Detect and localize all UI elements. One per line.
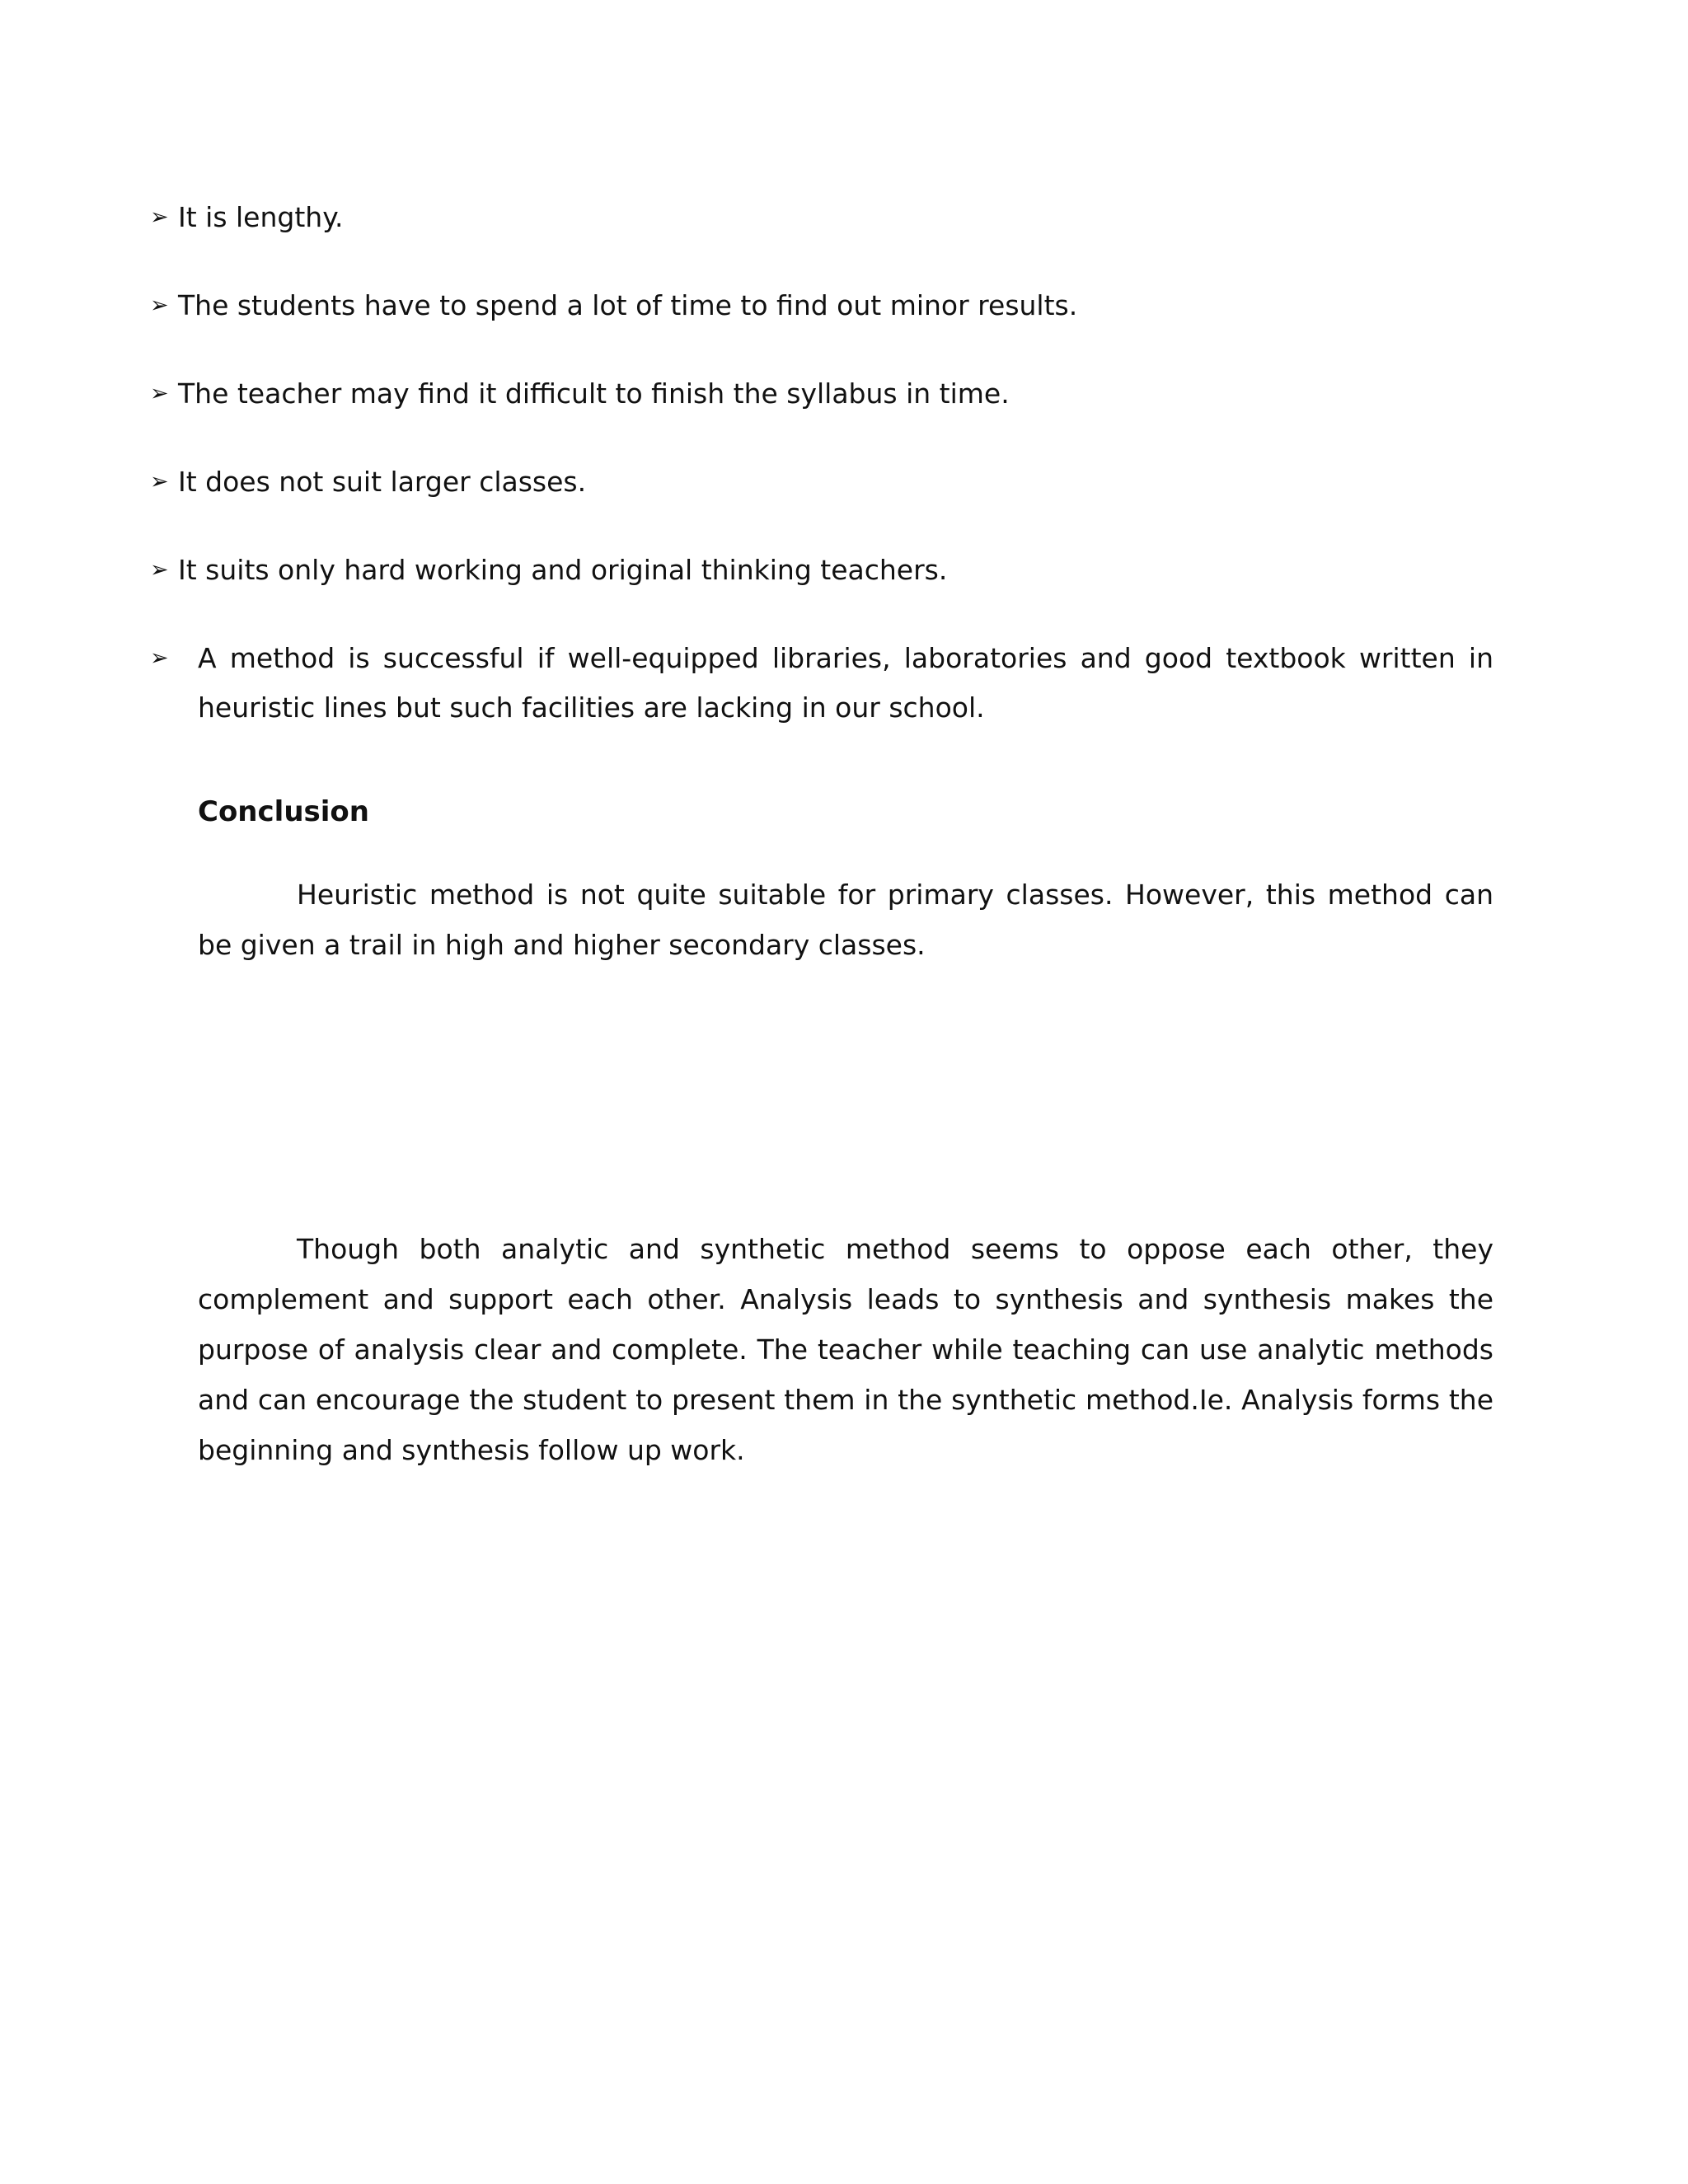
arrow-bullet-icon: ➢ xyxy=(150,645,169,671)
arrow-bullet-icon: ➢ xyxy=(150,469,169,494)
conclusion-heading: Conclusion xyxy=(198,795,369,828)
list-item xyxy=(150,546,1493,595)
list-item-text: It is lengthy. xyxy=(178,201,344,233)
list-item xyxy=(150,369,1493,419)
list-item-text: The students have to spend a lot of time to find out minor results. xyxy=(178,289,1078,321)
list-item-text: The teacher may find it difficult to finish the syllabus in time. xyxy=(178,377,1010,410)
list-item-text: It suits only hard working and original thinking teachers. xyxy=(178,554,948,586)
arrow-bullet-icon: ➢ xyxy=(150,204,169,230)
conclusion-paragraph: Heuristic method is not quite suitable for primary classes. However, this method can be given a trail in high and higher secondary classes. xyxy=(198,879,1493,961)
closing-paragraph: Though both analytic and synthetic method seems to oppose each other, they complement and support each other. Analysis leads to synthesis and synthesis makes the purpose of analysis clear and complete. The teacher while teaching can use analytic methods and can encourage the student to present them in the synthetic method.Ie. Analysis forms the beginning and synthesis follow up work. xyxy=(198,1233,1493,1466)
arrow-bullet-icon: ➢ xyxy=(150,293,169,318)
list-item-text: A method is successful if well-equipped libraries, laboratories and good textbook written in heuristic lines but such facilities are lacking in our school. xyxy=(198,642,1493,724)
list-item xyxy=(150,281,1493,330)
disadvantages-list xyxy=(150,193,1493,771)
list-item-text: It does not suit larger classes. xyxy=(178,466,587,498)
list-item xyxy=(150,634,1493,733)
arrow-bullet-icon: ➢ xyxy=(150,381,169,406)
list-item xyxy=(150,457,1493,507)
list-item xyxy=(150,193,1493,242)
arrow-bullet-icon: ➢ xyxy=(150,557,169,583)
